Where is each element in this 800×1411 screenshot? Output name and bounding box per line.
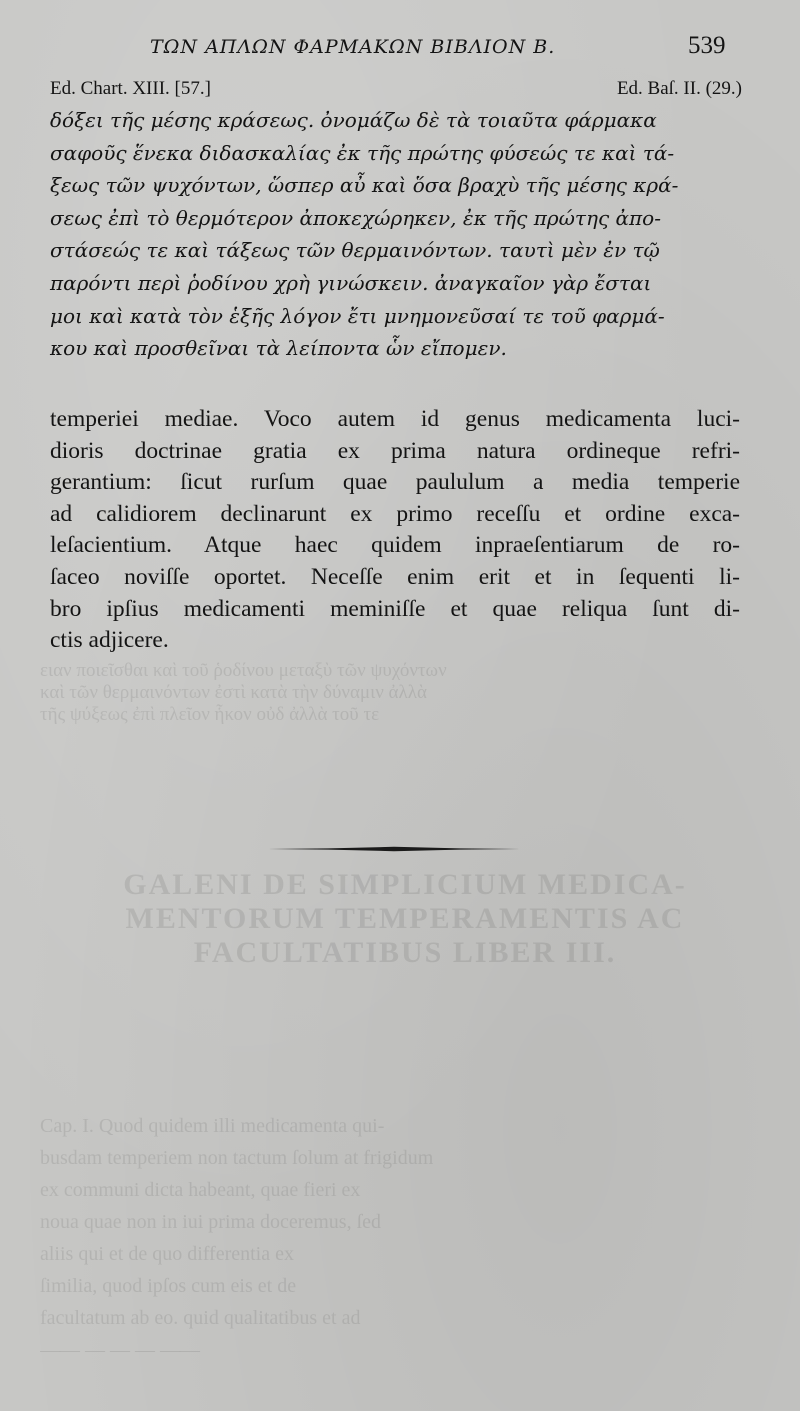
show-through-texture: [40, 660, 770, 726]
bleed-line: τῆς ψύξεως ἐπὶ πλεῖον ἧκον οὐδ ἀλλὰ τοῦ τε: [40, 704, 380, 725]
bleed-line: facultatum ab eo. quid qualitatibus et ad: [40, 1307, 361, 1329]
greek-line: κου καὶ προσθεῖναι τὰ λείποντα ὧν εἴπομεν.: [50, 336, 507, 361]
greek-line: ξεως τῶν ψυχόντων, ὥσπερ αὖ καὶ ὅσα βραχὺ τῆς μέσης κρά-: [50, 173, 679, 198]
show-through-texture: [40, 868, 770, 970]
greek-text-block: [50, 104, 750, 365]
page-header: [0, 32, 800, 66]
bleed-line: GALENI DE SIMPLICIUM MEDICA-: [123, 868, 687, 901]
latin-line: leſacientium. Atque haec quidem inpraeſentiarum de ro-: [50, 532, 740, 559]
latin-line: ſaceo noviſſe oportet. Neceſſe enim erit et in ſequenti li-: [50, 563, 740, 590]
latin-line: dioris doctrinae gratia ex prima natura ordineque refri-: [50, 437, 740, 464]
bleed-line: Cap. I. Quod quidem illi medicamenta qui-: [40, 1115, 385, 1137]
edition-chart-reference: Ed. Chart. XIII. [57.]: [50, 78, 211, 99]
ornamental-rule: [268, 845, 520, 853]
edition-basel-reference: Ed. Baſ. II. (29.): [616, 78, 742, 99]
bleed-line: FACULTATIBUS LIBER III.: [193, 936, 617, 969]
bleed-line: busdam temperiem non tactum ſolum at frigidum: [40, 1147, 434, 1169]
latin-line: ad calidiorem declinarunt ex primo receſſu et ordine exca-: [50, 500, 740, 527]
latin-line: gerantium: ſicut rurſum quae paululum a media temperie: [50, 469, 740, 496]
bleed-line: noua quae non in iui prima doceremus, ſed: [40, 1211, 382, 1233]
greek-line: σεως ἐπὶ τὸ θερμότερον ἀποκεχώρηκεν, ἐκ τῆς πρώτης ἀπο-: [50, 205, 661, 230]
greek-line: στάσεώς τε καὶ τάξεως τῶν θερμαινόντων. ταυτὶ μὲν ἐν τῷ: [50, 238, 660, 263]
bleed-line: καὶ τῶν θερμαινόντων ἐστὶ κατὰ τὴν δύναμιν ἀλλὰ: [40, 682, 427, 703]
latin-line: ctis adjicere.: [50, 627, 169, 654]
bleed-line: aliis qui et de quo differentia ex: [40, 1243, 294, 1265]
bleed-line: —— — — — ——: [40, 1339, 200, 1361]
latin-line: bro ipſius medicamenti meminiſſe et quae reliqua ſunt di-: [50, 595, 740, 622]
greek-line: μοι καὶ κατὰ τὸν ἑξῆς λόγον ἔτι μνημονεῦσαί τε τοῦ φαρμά-: [50, 303, 665, 328]
running-title: ΤΩΝ ΑΠΛΩΝ ΦΑΡΜΑΚΩΝ ΒΙΒΛΙΟΝ Β.: [150, 36, 556, 58]
edition-references: [50, 78, 742, 104]
bleed-line: ſimilia, quod ipſos cum eis et de: [40, 1275, 297, 1297]
page-number: 539: [688, 32, 726, 59]
bleed-line: ειαν ποιεῖσθαι καὶ τοῦ ῥοδίνου μεταξὺ τῶν ψυχόντων: [40, 660, 447, 681]
latin-text-block: [50, 404, 740, 657]
bleed-line: MENTORUM TEMPERAMENTIS AC: [125, 902, 685, 935]
greek-line: παρόντι περὶ ῥοδίνου χρὴ γινώσκειν. ἀναγκαῖον γὰρ ἔσται: [50, 270, 652, 295]
bleed-line: ex communi dicta habeant, quae fieri ex: [40, 1179, 361, 1201]
greek-line: σαφοῦς ἕνεκα διδασκαλίας ἐκ τῆς πρώτης φύσεώς τε καὶ τά-: [50, 140, 675, 165]
show-through-texture: [40, 1110, 770, 1366]
greek-line: δόξει τῆς μέσης κράσεως. ὀνομάζω δὲ τὰ τοιαῦτα φάρμακα: [50, 108, 657, 132]
latin-line: temperiei mediae. Voco autem id genus medicamenta luci-: [50, 406, 740, 432]
